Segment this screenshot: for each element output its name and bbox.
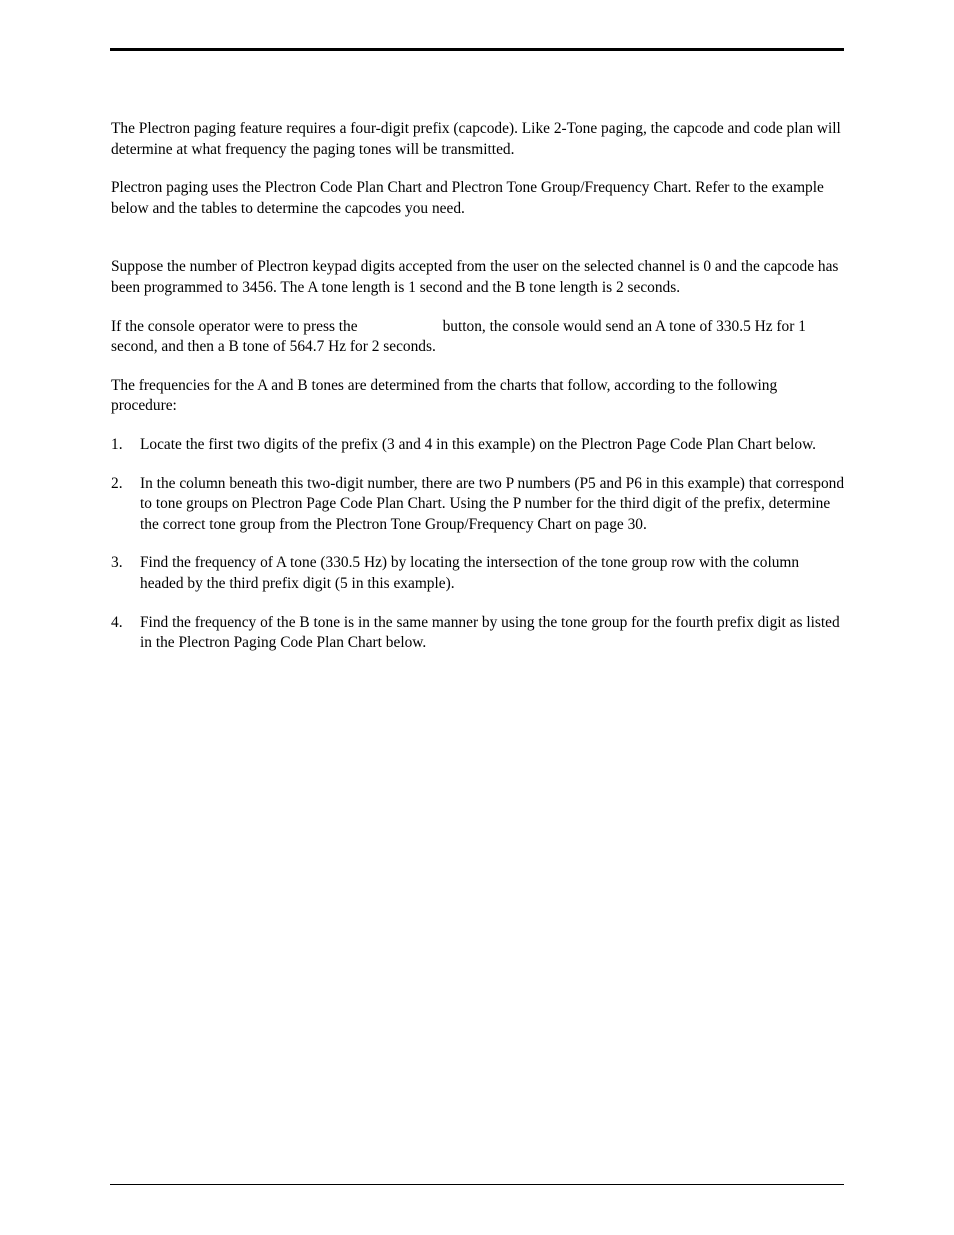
step-number: 4. bbox=[111, 613, 123, 631]
procedure-steps bbox=[111, 435, 846, 654]
footer-rule bbox=[110, 1184, 844, 1185]
example-paragraph-1: Suppose the number of Plectron keypad digits accepted from the user on the selected channel is 0 and the capcode has been programmed to 3456. The A tone length is 1 second and the B tone length is 2 seconds. bbox=[111, 258, 839, 296]
procedure-step bbox=[111, 435, 846, 456]
step-number: 2. bbox=[111, 474, 123, 492]
intro-paragraph-2: Plectron paging uses the Plectron Code Plan Chart and Plectron Tone Group/Frequency Chart. Refer to the example below and the tables to determine the capcodes you need. bbox=[111, 179, 824, 217]
step-number: 1. bbox=[111, 435, 123, 453]
header-rule bbox=[110, 48, 844, 51]
step-text: Find the frequency of the B tone is in the same manner by using the tone group for the fourth prefix digit as listed in the Plectron Paging Code Plan Chart below. bbox=[140, 613, 840, 652]
step-text: Find the frequency of A tone (330.5 Hz) by locating the intersection of the tone group row with the column headed by the third prefix digit (5 in this example). bbox=[140, 554, 800, 592]
example-paragraph-2 bbox=[111, 317, 846, 358]
example-paragraph-3: The frequencies for the A and B tones are determined from the charts that follow, according to the following procedure: bbox=[111, 376, 778, 415]
example-paragraph-2-before: If the console operator were to press the bbox=[111, 317, 358, 335]
procedure-step bbox=[111, 553, 846, 594]
procedure-step bbox=[111, 474, 846, 536]
step-text: In the column beneath this two-digit number, there are two P numbers (P5 and P6 in this example) that correspond to tone groups on Plectron Page Code Plan Chart. Using the P number for the third digit of the prefix, determine the correct tone group from the Plectron Tone Group/Frequency Chart on page 30. bbox=[140, 474, 845, 533]
intro-paragraph-1: The Plectron paging feature requires a four-digit prefix (capcode). Like 2-Tone paging, the capcode and code plan will determine at what frequency the paging tones will be transmitted. bbox=[111, 120, 841, 158]
example-paragraph-2-after: button, the console would send an A tone of 330.5 Hz for 1 second, and then a B tone of 564.7 Hz for 2 seconds. bbox=[111, 317, 806, 356]
step-text: Locate the first two digits of the prefix (3 and 4 in this example) on the Plectron Page Code Plan Chart below. bbox=[140, 435, 817, 453]
procedure-step bbox=[111, 613, 846, 654]
step-number: 3. bbox=[111, 554, 123, 572]
document-body bbox=[111, 119, 846, 672]
